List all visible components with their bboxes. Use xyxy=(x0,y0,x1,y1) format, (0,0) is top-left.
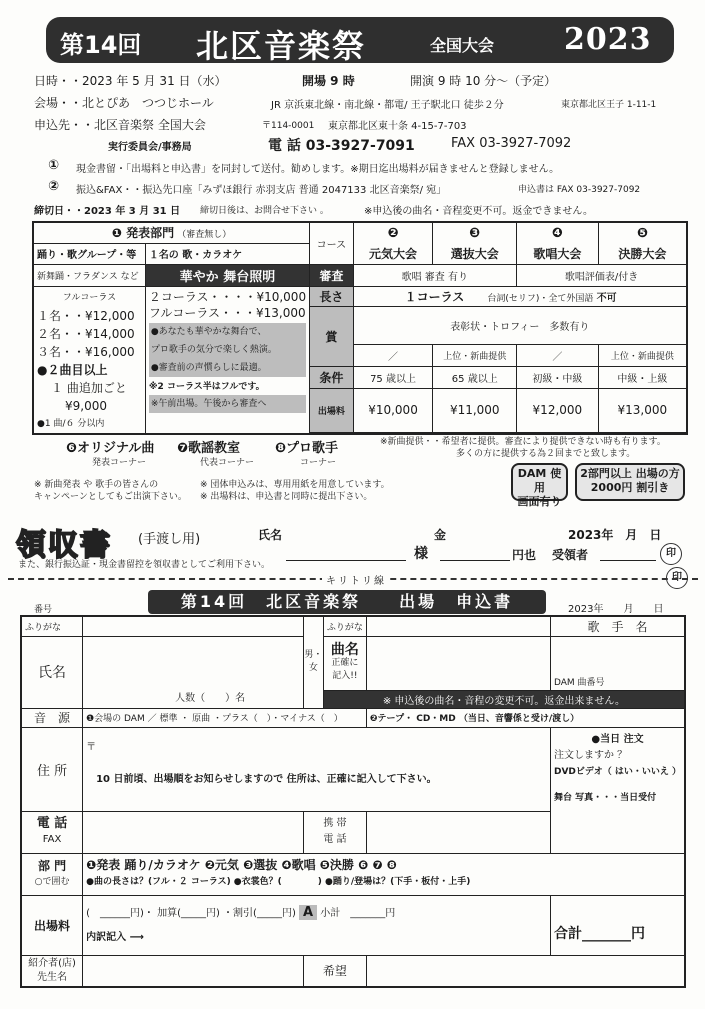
mobile-label: 携 帯 電 話 xyxy=(303,811,366,853)
intro-input[interactable] xyxy=(83,955,304,987)
method2-num: ② xyxy=(48,179,60,194)
prize-value: 表彰状・トロフィー 多数有り xyxy=(353,306,687,344)
committee: 実行委員会/事務局 xyxy=(108,142,192,153)
furigana2-input[interactable] xyxy=(366,616,550,636)
cond-c4: 初級・中級 xyxy=(517,366,599,388)
receipt-sama: 様 xyxy=(414,546,428,562)
mobile-input[interactable] xyxy=(366,811,550,853)
source-tape[interactable]: ❷テープ・ CD・MD （当日、音響係と受け/渡し） xyxy=(366,708,685,727)
c2-num: ❷ xyxy=(353,222,433,243)
deadline: 締切日・・2023 年 3 月 31 日 xyxy=(34,206,181,217)
wish-label: 希望 xyxy=(303,955,366,987)
fax: FAX 03-3927-7092 xyxy=(451,136,572,151)
c4-name: 歌唱大会 xyxy=(517,243,599,264)
form-title: 第14回 北区音楽祭 出場 申込書 xyxy=(148,590,546,614)
prize-label: 賞 xyxy=(310,306,354,366)
name-label: 氏名 xyxy=(21,636,83,708)
singer-label: 歌 手 名 xyxy=(550,616,685,636)
dept-header: ❶ 発表部門 （審査無し） xyxy=(33,222,310,243)
method2: 振込&FAX・・振込先口座「みずほ銀行 赤羽支店 普通 2047133 北区音楽祭/ 宛」 xyxy=(76,185,447,196)
address-label: 住 所 xyxy=(21,727,83,811)
cond-c2: 75 歳以上 xyxy=(353,366,433,388)
dept-label: 部 門 ○で囲む xyxy=(21,853,83,895)
fee-c2: ¥10,000 xyxy=(353,388,433,432)
cond-label: 条件 xyxy=(310,366,354,388)
year: 2023 xyxy=(564,22,652,57)
group-note1: ※ 団体申込みは、専用用紙を用意しています。 xyxy=(200,480,390,490)
judge-value: 歌唱 審査 有り xyxy=(353,264,516,286)
stamp-mark-2: 印 xyxy=(666,567,688,589)
form-number: 番号 xyxy=(34,605,53,615)
discount-badge: 2部門以上 出場の方 2000円 割引き xyxy=(575,463,685,501)
furigana-input[interactable] xyxy=(83,616,304,636)
c3-name: 選抜大会 xyxy=(433,243,517,264)
fee-c4: ¥12,000 xyxy=(517,388,599,432)
dance-label: 踊り・歌グループ・等 xyxy=(33,243,145,264)
c5-name: 決勝大会 xyxy=(598,243,687,264)
deadline-note: 締切日後は、お問合せ下さい 。 xyxy=(200,206,329,216)
intro-label: 紹介者(店) 先生名 xyxy=(21,955,83,987)
source-dam[interactable]: ❶会場の DAM ／ 標準 ・ 原曲 ・プラス（ ）・マイナス（ ） xyxy=(83,708,367,727)
hanayaka: 華やか 舞台照明 xyxy=(145,264,309,286)
category-table xyxy=(32,221,688,435)
fee-label: 出場料 xyxy=(310,388,354,432)
original-sub: 発表コーナー xyxy=(92,458,147,468)
receipt-yen: 円也 xyxy=(512,548,537,562)
prize-c2: ／ xyxy=(353,344,433,366)
campaign1: ※ 新曲発表 や 歌手の皆さんの xyxy=(34,480,159,490)
group-note2: ※ 出場料は、申込書と同時に提出下さい。 xyxy=(200,492,373,502)
receipt-note: また、銀行振込証・現金書留控を領収書としてご利用下さい。 xyxy=(18,560,271,570)
fee-label: 出場料 xyxy=(21,895,83,955)
open-time: 開場 9 時 xyxy=(302,74,355,88)
pro-sub: コーナー xyxy=(300,458,337,468)
venue-address: 東京都北区王子 1-11-1 xyxy=(561,100,657,110)
change-warning: ※ 申込後の曲名・音程の変更不可。返金出来ません。 xyxy=(323,690,685,708)
name-input[interactable] xyxy=(83,636,304,708)
receipt-name-line xyxy=(286,560,406,561)
title-banner xyxy=(46,17,674,63)
date: 日時・・2023 年 5 月 31 日（水） xyxy=(34,74,227,88)
prize-c4: ／ xyxy=(517,344,599,366)
total-input[interactable]: 合計_______円 xyxy=(550,895,685,955)
judge-sheet: 歌唱評価表/付き xyxy=(517,264,687,286)
judge-label: 審査 xyxy=(310,264,354,286)
receipt-receiver-line xyxy=(600,560,656,561)
course-label: コース xyxy=(310,222,354,264)
song-class-sub: 代表コーナー xyxy=(200,458,255,468)
tel: 電 話 03-3927-7091 xyxy=(268,138,415,154)
receipt-money: 金 xyxy=(434,528,447,542)
event-name: 北区音楽祭 xyxy=(196,27,367,65)
cut-label: キリトリ線 xyxy=(322,572,390,587)
c4-num: ❹ xyxy=(517,222,599,243)
day-order[interactable]: ●当日 注文 注文しますか ？ DVDビデオ（ はい・いいえ ） 舞台 写真・・・当日受付 xyxy=(550,727,685,853)
prize-c3: 上位・新曲提供 xyxy=(433,344,517,366)
receipt-name: 氏名 xyxy=(258,528,283,542)
postal: 〒114-0001 xyxy=(262,121,315,131)
new-song-note1: ※新曲提供・・希望者に提供。審査により提供できない時も有ります。 xyxy=(380,437,666,447)
tel-fax-label: 電 話 FAX xyxy=(21,811,83,853)
dam-number[interactable]: DAM 曲番号 xyxy=(550,636,685,690)
dam-badge: DAM 使用 画面有り xyxy=(511,463,568,501)
receipt-title: 領収書 xyxy=(16,528,112,563)
form-date: 2023年 月 日 xyxy=(568,604,664,615)
address-input[interactable]: 〒 10 日前頃、出場順をお知らせしますので 住所は、正確に記入して下さい。 xyxy=(83,727,551,811)
receipt-hand: (手渡し用) xyxy=(138,532,201,547)
pro-singer: ❽プロ歌手 xyxy=(275,441,339,456)
dept-select[interactable]: ❶発表 踊り/カラオケ ❷元気 ❸選抜 ❹歌唱 ❺決勝 ❻ ❼ ❽ ●曲の長さは？(フル・２ コーラス) ●衣裳色？( ) ●踊り/登場は？(下手・板付・上手) xyxy=(83,853,685,895)
group-fees: フルコーラス １名・・¥12,000 ２名・・¥14,000 ３名・・¥16,000 ●２曲目以上 １ 曲追加ごと ¥9,000 ●1 曲/６ 分以内 xyxy=(33,286,145,434)
length-value: １コーラス 台詞(セリフ)・全て外国語 不可 xyxy=(353,286,687,306)
receipt-money-line xyxy=(440,560,510,561)
start-time: 開演 9 時 10 分～（予定） xyxy=(410,74,557,88)
receipt-date: 2023年 月 日 xyxy=(568,528,662,542)
song-label: 曲名 正確に 記入!! xyxy=(323,636,366,690)
furigana2-label: ふりがな xyxy=(323,616,366,636)
c5-num: ❺ xyxy=(598,222,687,243)
method1: 現金書留・「出場料と申込書」を同封して送付。勧めします。※期日迄出場料が届きませんと登録しません。 xyxy=(76,164,560,175)
new-song-note2: 多くの方に提供する為２回までと致します。 xyxy=(456,449,636,459)
tel-input[interactable] xyxy=(83,811,304,853)
c3-num: ❸ xyxy=(433,222,517,243)
sex-select[interactable]: 男・女 xyxy=(303,616,323,708)
edition: 第14回 xyxy=(60,31,142,59)
stamp-mark: 印 xyxy=(660,543,682,565)
c2-name: 元気大会 xyxy=(353,243,433,264)
furigana-label: ふりがな xyxy=(21,616,83,636)
method2-fax: 申込書は FAX 03-3927-7092 xyxy=(518,185,641,195)
method1-num: ① xyxy=(48,158,60,173)
event-sub: 全国大会 xyxy=(430,36,495,55)
solo-fees: ２コーラス・・・・¥10,000 フルコーラス・・・¥13,000 ●あなたも華やかな舞台で、 プロ歌手の気分で楽しく熱演。 ●審査前の声慣らしに最適。 ※2 コーラス半はフルです。 ※午前出場。午後から審査へ xyxy=(145,286,309,434)
dance-sub: 新舞踊・フラダンス など xyxy=(33,264,145,286)
campaign2: キャンペーンとしてもご出演下さい。 xyxy=(34,492,187,502)
song-class: ❼歌謡教室 xyxy=(177,441,241,456)
fee-c3: ¥11,000 xyxy=(433,388,517,432)
application-form xyxy=(20,615,686,988)
fee-c5: ¥13,000 xyxy=(598,388,687,432)
deadline-warning: ※申込後の曲名・音程変更不可。返金できません。 xyxy=(364,206,593,217)
access: JR 京浜東北線・南北線・都電/ 王子駅北口 徒歩２分 xyxy=(271,100,504,111)
length-label: 長さ xyxy=(310,286,354,306)
original-song: ❻オリジナル曲 xyxy=(66,441,155,456)
people-count: 人数（ ）名 xyxy=(175,692,246,704)
fee-input[interactable]: ( ______円)・ 加算(_____円) ・割引(_____円) A 小計 _______円 内訳記入 ⟶ xyxy=(83,895,551,955)
wish-input[interactable] xyxy=(366,955,685,987)
apply-to: 申込先・・北区音楽祭 全国大会 xyxy=(34,118,206,132)
apply-address: 東京都北区東十条 4-15-7-703 xyxy=(328,121,467,132)
cond-c3: 65 歳以上 xyxy=(433,366,517,388)
source-label: 音 源 xyxy=(21,708,83,727)
receipt-receiver: 受領者 xyxy=(552,548,589,562)
venue: 会場・・北とぴあ つつじホール xyxy=(34,96,214,110)
prize-c5: 上位・新曲提供 xyxy=(598,344,687,366)
cond-c5: 中級・上級 xyxy=(598,366,687,388)
solo-label: １名の 歌・カラオケ xyxy=(145,243,309,264)
song-input[interactable] xyxy=(366,636,550,690)
